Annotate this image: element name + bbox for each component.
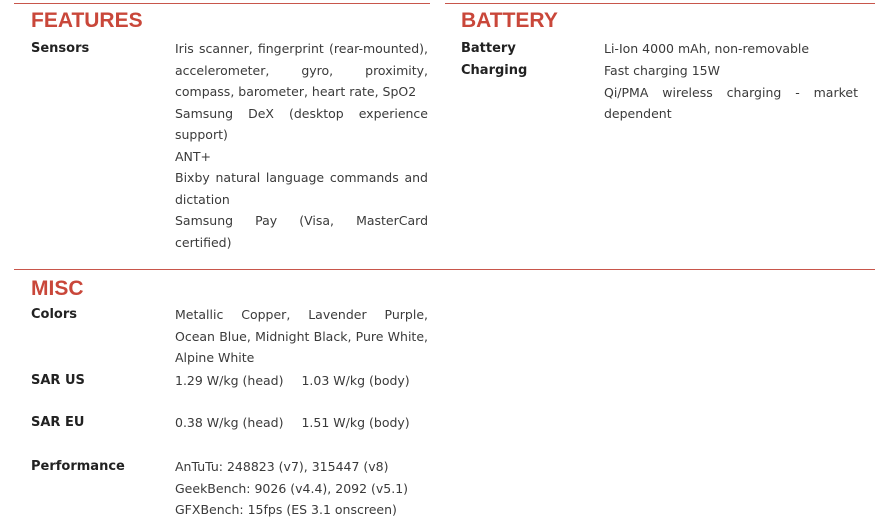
performance-value — [175, 456, 428, 521]
sensors-line-3: ANT+ — [175, 148, 212, 164]
performance-line-2: GeekBench: 9026 (v4.4), 2092 (v5.1) — [175, 480, 409, 496]
battery-value-line: Li-Ion 4000 mAh, non-removable — [604, 41, 810, 56]
performance-line-1: AnTuTu: 248823 (v7), 315447 (v8) — [175, 459, 389, 474]
battery-value — [604, 38, 858, 60]
sar-eu-body: 1.51 W/kg (body) — [301, 415, 410, 430]
battery-label: Battery — [461, 41, 516, 56]
features-top-rule — [14, 3, 430, 4]
colors-label: Colors — [31, 307, 78, 322]
misc-top-rule — [14, 269, 875, 270]
sar-us-body: 1.03 W/kg (body) — [301, 373, 410, 388]
charging-label: Charging — [461, 63, 528, 78]
sar-us-label: SAR US — [31, 373, 85, 388]
battery-top-rule — [445, 3, 875, 4]
misc-section-title: MISC — [31, 277, 84, 300]
sar-eu-head: 0.38 W/kg (head) — [175, 415, 284, 430]
sensors-line-2: Samsung DeX (desktop experience support) — [175, 105, 428, 142]
sensors-value — [175, 38, 428, 253]
sar-us-head: 1.29 W/kg (head) — [175, 373, 284, 388]
charging-line-2: Qi/PMA wireless charging - market dependent — [604, 84, 858, 121]
sar-us-value — [175, 370, 428, 392]
features-section-title: FEATURES — [31, 9, 143, 32]
performance-label: Performance — [31, 459, 125, 474]
sar-eu-label: SAR EU — [31, 415, 85, 430]
charging-line-1: Fast charging 15W — [604, 63, 720, 78]
performance-line-3: GFXBench: 15fps (ES 3.1 onscreen) — [175, 502, 397, 517]
colors-value — [175, 304, 428, 369]
charging-value — [604, 60, 858, 125]
sensors-line-4: Bixby natural language commands and dictation — [175, 170, 428, 207]
sensors-line-1: Iris scanner, fingerprint (rear-mounted), accelerometer, gyro, proximity, compass, barometer, heart rate, SpO2 — [175, 41, 428, 99]
colors-value-text: Metallic Copper, Lavender Purple, Ocean Blue, Midnight Black, Pure White, Alpine White — [175, 307, 428, 365]
sar-eu-value — [175, 412, 428, 434]
sensors-label: Sensors — [31, 41, 90, 56]
sensors-line-5: Samsung Pay (Visa, MasterCard certified) — [175, 213, 428, 250]
battery-section-title: BATTERY — [461, 9, 558, 32]
